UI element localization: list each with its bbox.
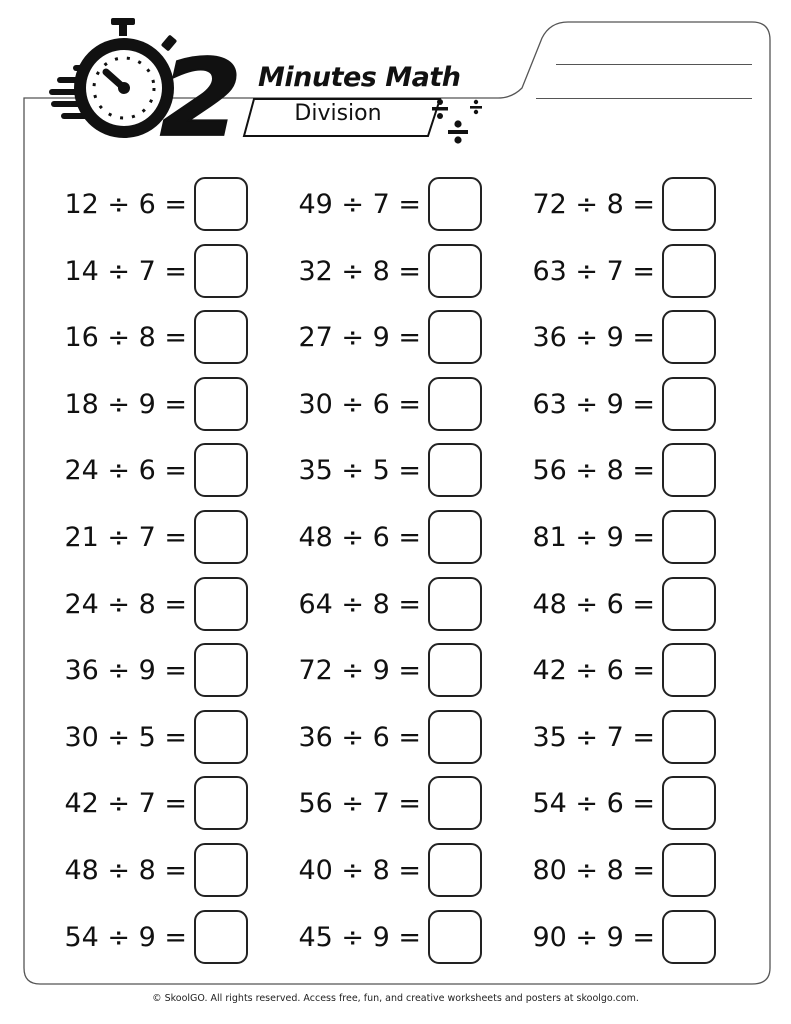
problem-item — [0, 244, 791, 300]
problem-expression: 80 ÷ 8 = — [532, 855, 655, 886]
problem-expression: 81 ÷ 9 = — [532, 522, 655, 553]
svg-text:2: 2 — [160, 38, 243, 144]
worksheet-title: Minutes Math — [258, 62, 461, 93]
problem-expression: 21 ÷ 7 = — [64, 522, 187, 553]
answer-box[interactable] — [662, 776, 716, 830]
problem-expression: 30 ÷ 6 = — [298, 389, 421, 420]
problem-expression: 54 ÷ 9 = — [64, 922, 187, 953]
problem-item — [0, 710, 791, 766]
footer-copyright: © SkoolGO. All rights reserved. Access free, fun, and creative worksheets and posters at skoolgo.com. — [152, 993, 639, 1004]
problem-item — [0, 443, 791, 499]
problem-item — [0, 310, 791, 366]
problem-expression: 72 ÷ 8 = — [532, 189, 655, 220]
problem-expression: 45 ÷ 9 = — [298, 922, 421, 953]
problem-expression: 36 ÷ 9 = — [64, 655, 187, 686]
problem-item — [0, 377, 791, 433]
problem-item — [0, 643, 791, 699]
problem-item — [0, 910, 791, 966]
problem-expression: 14 ÷ 7 = — [64, 256, 187, 287]
problem-item — [0, 577, 791, 633]
problem-expression: 36 ÷ 6 = — [298, 722, 421, 753]
answer-box[interactable] — [662, 310, 716, 364]
answer-box[interactable] — [662, 377, 716, 431]
problem-expression: 72 ÷ 9 = — [298, 655, 421, 686]
answer-box[interactable] — [662, 643, 716, 697]
problem-expression: 63 ÷ 9 = — [532, 389, 655, 420]
problem-expression: 90 ÷ 9 = — [532, 922, 655, 953]
problem-expression: 56 ÷ 8 = — [532, 455, 655, 486]
problem-expression: 24 ÷ 8 = — [64, 589, 187, 620]
problem-item — [0, 510, 791, 566]
answer-box[interactable] — [662, 910, 716, 964]
problem-expression: 64 ÷ 8 = — [298, 589, 421, 620]
problem-expression: 35 ÷ 5 = — [298, 455, 421, 486]
worksheet-subtitle: Division — [294, 101, 382, 126]
answer-box[interactable] — [662, 510, 716, 564]
problem-item — [0, 843, 791, 899]
problem-item — [0, 776, 791, 832]
answer-box[interactable] — [662, 177, 716, 231]
problem-expression: 16 ÷ 8 = — [64, 322, 187, 353]
problem-expression: 49 ÷ 7 = — [298, 189, 421, 220]
problem-expression: 48 ÷ 6 = — [532, 589, 655, 620]
problem-expression: 35 ÷ 7 = — [532, 722, 655, 753]
problem-item — [0, 177, 791, 233]
problem-expression: 48 ÷ 6 = — [298, 522, 421, 553]
answer-box[interactable] — [662, 443, 716, 497]
problem-expression: 40 ÷ 8 = — [298, 855, 421, 886]
problem-expression: 42 ÷ 7 = — [64, 788, 187, 819]
problem-expression: 42 ÷ 6 = — [532, 655, 655, 686]
answer-box[interactable] — [662, 577, 716, 631]
problem-expression: 24 ÷ 6 = — [64, 455, 187, 486]
problem-expression: 32 ÷ 8 = — [298, 256, 421, 287]
problem-expression: 54 ÷ 6 = — [532, 788, 655, 819]
problem-expression: 30 ÷ 5 = — [64, 722, 187, 753]
answer-box[interactable] — [662, 244, 716, 298]
problem-expression: 18 ÷ 9 = — [64, 389, 187, 420]
problem-expression: 12 ÷ 6 = — [64, 189, 187, 220]
problem-expression: 63 ÷ 7 = — [532, 256, 655, 287]
problem-expression: 48 ÷ 8 = — [64, 855, 187, 886]
answer-box[interactable] — [662, 710, 716, 764]
problem-expression: 36 ÷ 9 = — [532, 322, 655, 353]
problem-expression: 56 ÷ 7 = — [298, 788, 421, 819]
answer-box[interactable] — [662, 843, 716, 897]
problem-expression: 27 ÷ 9 = — [298, 322, 421, 353]
